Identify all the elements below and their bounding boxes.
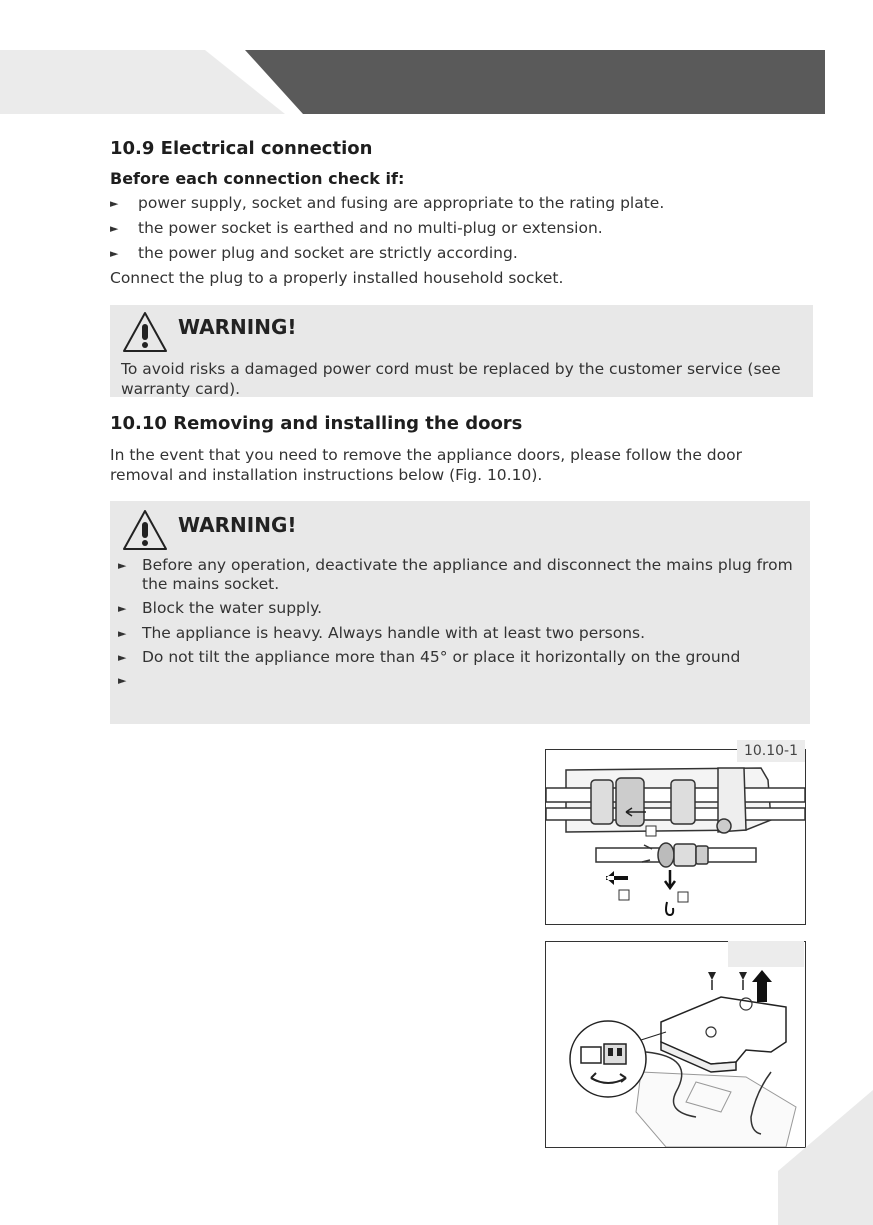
list-item: ► Before any operation, deactivate the appliance and disconnect the mains plug from the mains socket. [118,556,793,593]
figure-label-10-10-2 [728,941,804,967]
warning-title: WARNING! [178,513,297,537]
warning-title: WARNING! [178,315,297,339]
warning-box-doors [110,501,810,724]
list-item: ► Block the water supply. [118,599,323,617]
list-item: ► The appliance is heavy. Always handle with at least two persons. [118,624,646,642]
water-connector-illustration [546,750,805,924]
section-heading-electrical: 10.9 Electrical connection [110,138,373,159]
figure-label-10-10-1: 10.10-1 [737,740,805,762]
list-item: ► power supply, socket and fusing are appropriate to the rating plate. [110,194,665,212]
section-heading-doors: 10.10 Removing and installing the doors [110,413,523,434]
warning-text: To avoid risks a damaged power cord must be replaced by the customer service (see warranty card). [121,360,781,398]
figure-hinge-cover [545,941,806,1148]
list-item: ► Do not tilt the appliance more than 45° or place it horizontally on the ground [118,648,741,666]
closing-paragraph: Connect the plug to a properly installed household socket. [110,269,564,287]
warning-box-power-cord [110,305,813,397]
list-item: ► [118,674,127,687]
header-bar [245,50,825,114]
hinge-cover-illustration [546,942,805,1147]
list-item: ► the power socket is earthed and no multi-plug or extension. [110,219,603,237]
checklist-subheading: Before each connection check if: [110,169,405,188]
warning-triangle-icon [122,311,168,353]
warning-triangle-icon [122,509,168,551]
list-item: ► the power plug and socket are strictly according. [110,244,518,262]
doors-intro-paragraph: In the event that you need to remove the appliance doors, please follow the door removal and installation instructions below (Fig. 10.10). [110,446,742,484]
figure-water-connector [545,749,806,925]
